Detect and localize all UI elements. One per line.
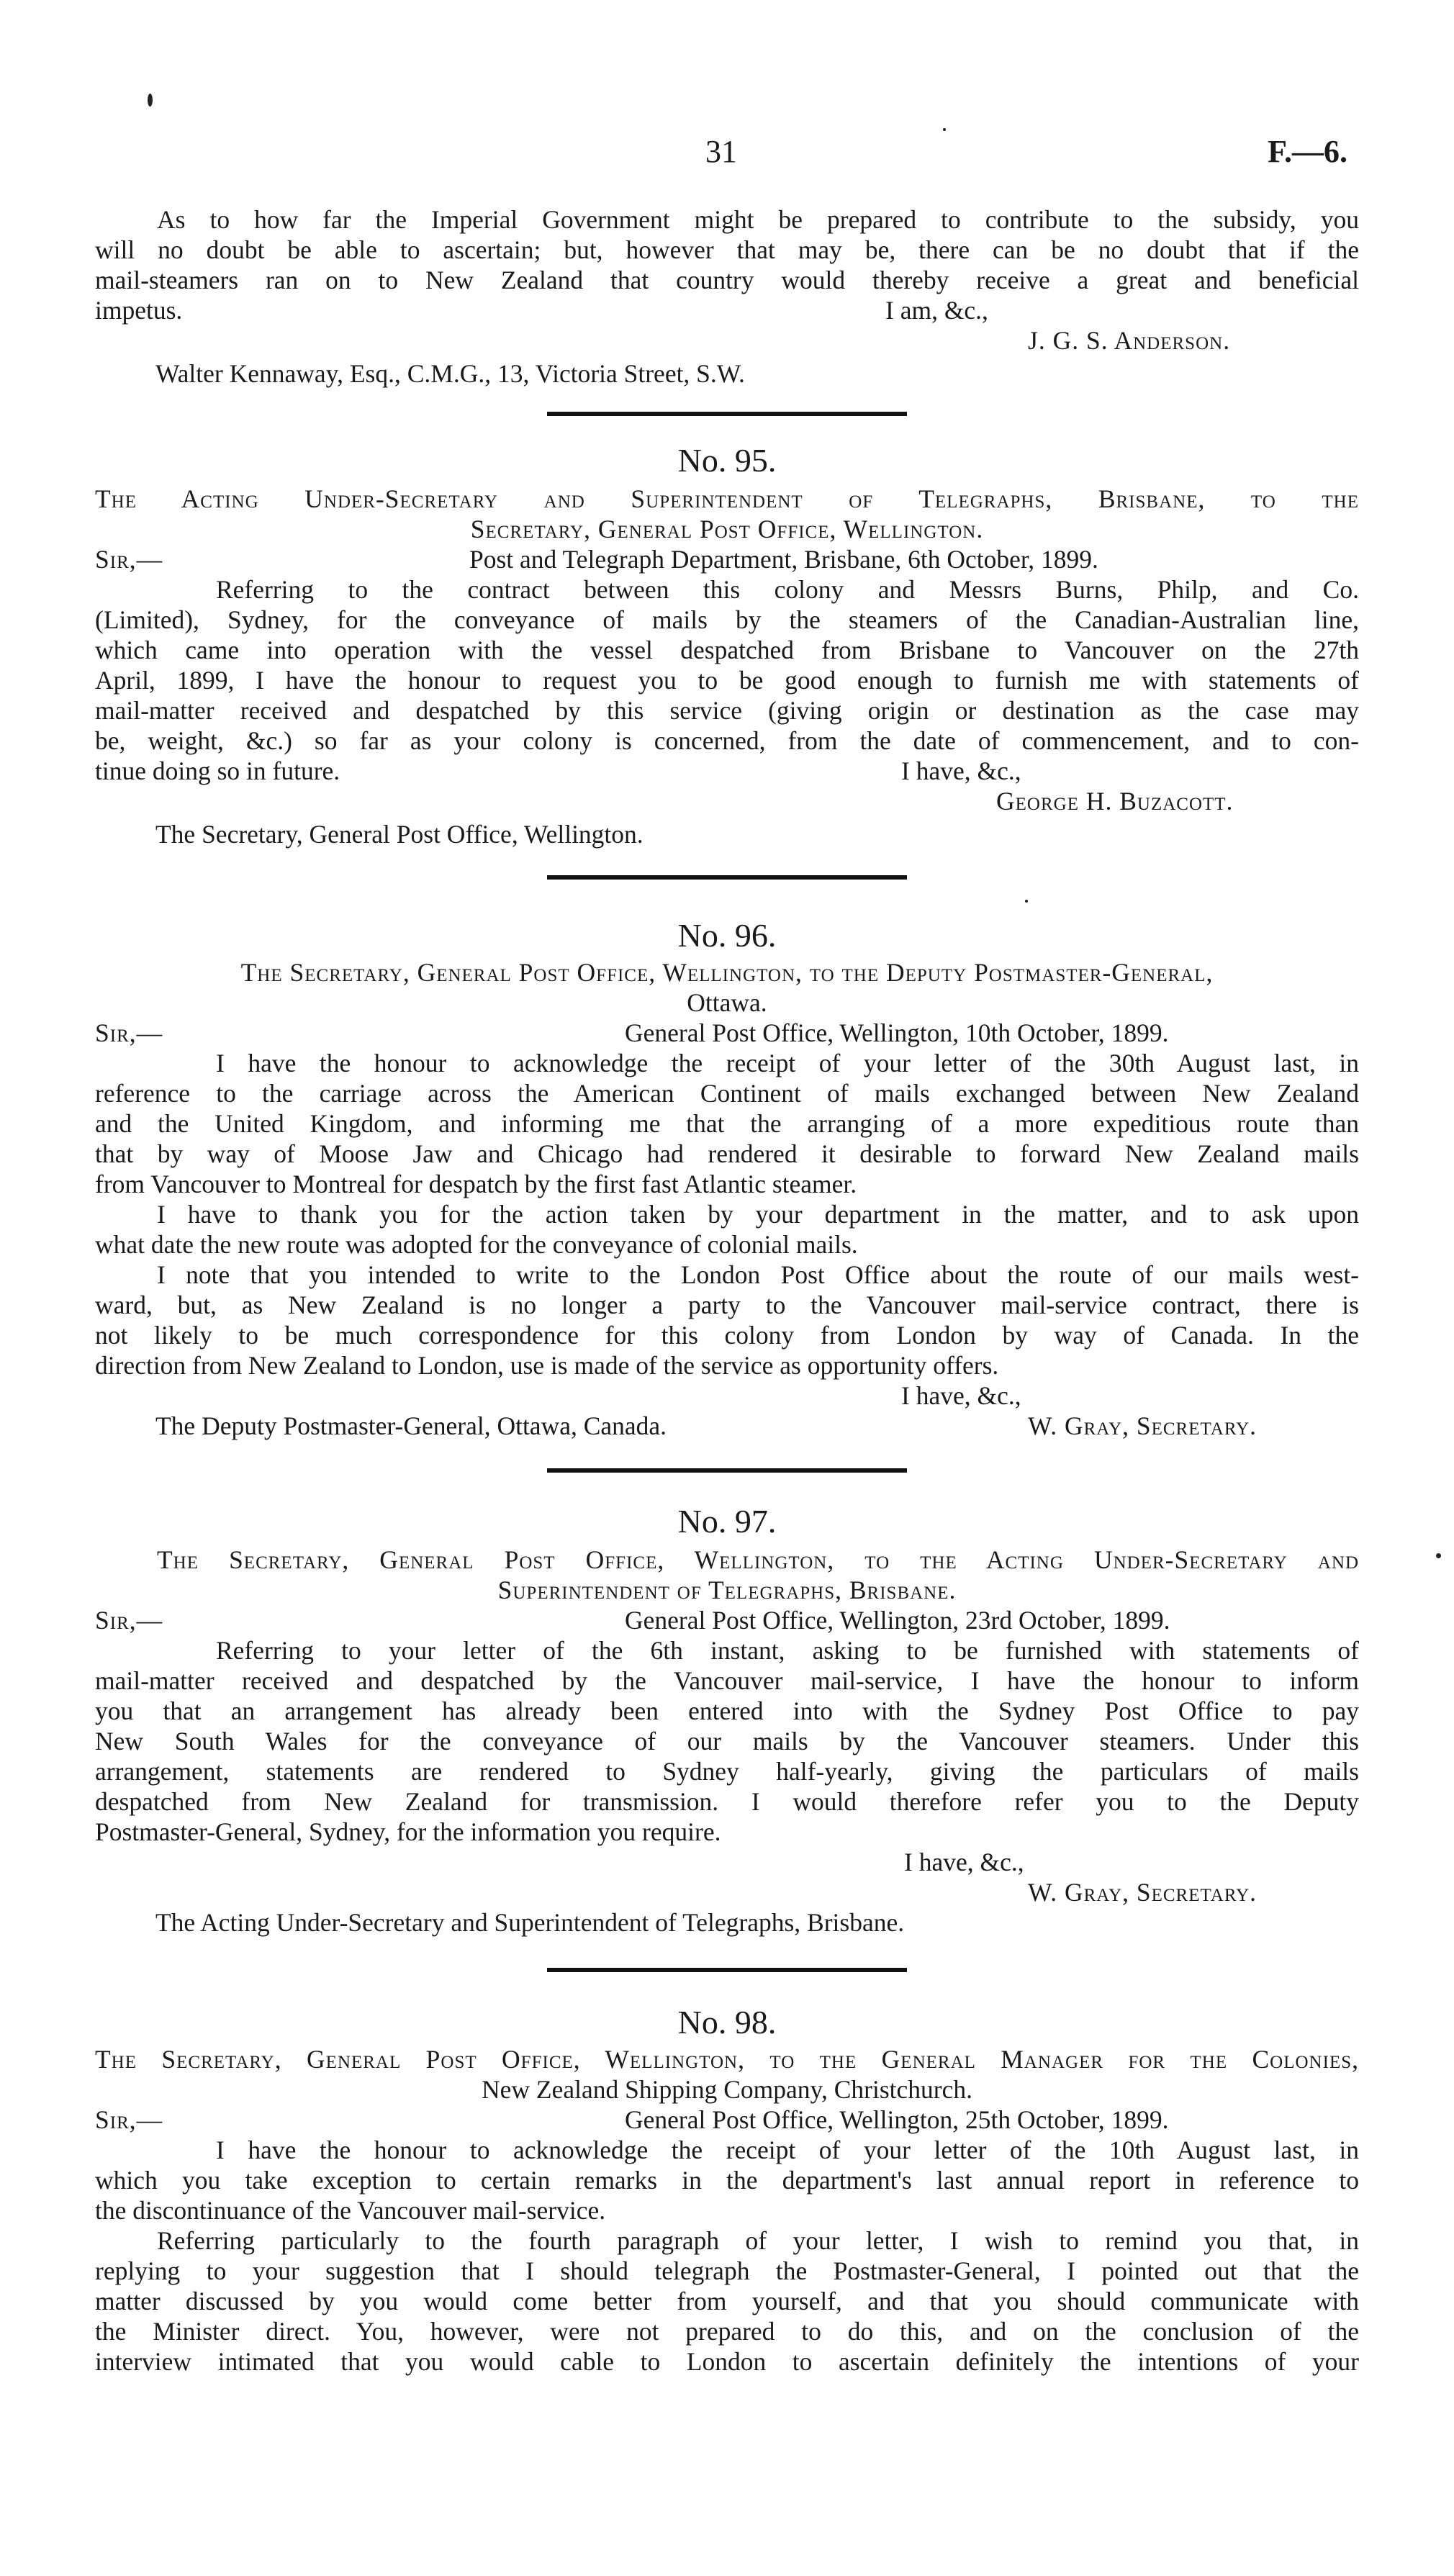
text-line: ward, but, as New Zealand is no longer a party to the Vancouver mail-service contract, there is: [95, 1291, 1359, 1319]
salutation: Sir,—: [95, 1018, 163, 1047]
text-line: (Limited), Sydney, for the conveyance of mails by the steamers of the Canadian-Australian line,: [95, 605, 1359, 634]
report-code: F.—6.: [1268, 134, 1347, 169]
salutation: Sir,—: [95, 545, 163, 574]
dateline: General Post Office, Wellington, 25th October, 1899.: [625, 2105, 1169, 2134]
text-line: arrangement, statements are rendered to Sydney half-yearly, giving the particulars of mails: [95, 1757, 1359, 1786]
salutation: Sir,—: [95, 1606, 163, 1635]
text-line: matter discussed by you would come better from yourself, and that you should communicate with: [95, 2287, 1359, 2315]
addressee: The Deputy Postmaster-General, Ottawa, Canada.: [155, 1411, 667, 1440]
text-line: replying to your suggestion that I should telegraph the Postmaster-General, I pointed out that the: [95, 2256, 1359, 2285]
dateline: General Post Office, Wellington, 23rd October, 1899.: [625, 1606, 1170, 1635]
text-line: As to how far the Imperial Government might be prepared to contribute to the subsidy, you: [157, 205, 1359, 234]
text-line: mail-matter received and despatched by this service (giving origin or destination as the case may: [95, 696, 1359, 725]
text-line: will no doubt be able to ascertain; but, however that may be, there can be no doubt that if the: [95, 235, 1359, 264]
letter-97: [95, 1545, 1359, 1938]
addressee: The Acting Under-Secretary and Superintendent of Telegraphs, Brisbane.: [155, 1908, 905, 1937]
letter-heading: The Secretary, General Post Office, Wellington, to the Deputy Postmaster-General,: [240, 958, 1214, 987]
text-line: not likely to be much correspondence for this colony from London by way of Canada. In the: [95, 1321, 1359, 1350]
text-line: which came into operation with the vessel despatched from Brisbane to Vancouver on the 27th: [95, 636, 1359, 664]
addressee: Walter Kennaway, Esq., C.M.G., 13, Victoria Street, S.W.: [155, 359, 745, 388]
text-line: despatched from New Zealand for transmission. I would therefore refer you to the Deputy: [95, 1787, 1359, 1816]
section-divider: [547, 1468, 907, 1473]
text-line: be, weight, &c.) so far as your colony is concerned, from the date of commencement, and to con-: [95, 726, 1359, 755]
text-line: which you take exception to certain remarks in the department's last annual report in reference to: [95, 2166, 1359, 2195]
section-divider: [547, 412, 907, 416]
signature: W. Gray, Secretary.: [1028, 1411, 1257, 1440]
letter-heading: Superintendent of Telegraphs, Brisbane.: [497, 1576, 957, 1604]
letter-heading: Ottawa.: [687, 988, 767, 1017]
letter-number: No. 97.: [677, 1503, 777, 1540]
letter-number: No. 95.: [677, 442, 777, 479]
text-line: the Minister direct. You, however, were not prepared to do this, and on the conclusion of the: [95, 2317, 1359, 2346]
text-line: the discontinuance of the Vancouver mail-service.: [95, 2196, 606, 2225]
addressee: The Secretary, General Post Office, Wellington.: [155, 820, 644, 849]
scan-speck: [148, 94, 153, 107]
text-line: Postmaster-General, Sydney, for the information you require.: [95, 1817, 721, 1846]
scan-speck: [943, 128, 946, 131]
salutation: Sir,—: [95, 2105, 163, 2134]
text-line: reference to the carriage across the American Continent of mails exchanged between New Zealand: [95, 1079, 1359, 1108]
text-line: mail-matter received and despatched by the Vancouver mail-service, I have the honour to inform: [95, 1666, 1359, 1695]
signature: W. Gray, Secretary.: [1028, 1878, 1257, 1907]
letter-96: [95, 957, 1359, 1441]
text-line: you that an arrangement has already been entered into with the Sydney Post Office to pay: [95, 1696, 1359, 1725]
letter-heading: The Secretary, General Post Office, Wellington, to the Acting Under-Secretary and: [157, 1545, 1359, 1574]
text-line: I have the honour to acknowledge the receipt of your letter of the 10th August last, in: [216, 2136, 1359, 2164]
signature: George H. Buzacott.: [996, 787, 1234, 815]
closing-formula: I have, &c.,: [901, 756, 1021, 785]
text-line: direction from New Zealand to London, use is made of the service as opportunity offers.: [95, 1351, 999, 1380]
closing-formula: I have, &c.,: [901, 1381, 1021, 1410]
text-line: what date the new route was adopted for the conveyance of colonial mails.: [95, 1230, 858, 1259]
text-line: April, 1899, I have the honour to request you to be good enough to furnish me with statements of: [95, 666, 1359, 695]
signature: J. G. S. Anderson.: [1028, 326, 1231, 355]
letter-heading: New Zealand Shipping Company, Christchurch.: [482, 2075, 972, 2104]
dateline: Post and Telegraph Department, Brisbane, 6th October, 1899.: [469, 545, 1098, 574]
letter-98: [95, 2044, 1359, 2377]
text-line: and the United Kingdom, and informing me that the arranging of a more expeditious route than: [95, 1109, 1359, 1138]
closing-formula: I have, &c.,: [904, 1848, 1024, 1876]
section-divider: [547, 875, 907, 880]
section-divider: [547, 1968, 907, 1972]
text-line: I have to thank you for the action taken by your department in the matter, and to ask upon: [157, 1200, 1359, 1229]
text-line: mail-steamers ran on to New Zealand that country would thereby receive a great and beneficial: [95, 266, 1359, 294]
text-line: Referring particularly to the fourth paragraph of your letter, I wish to remind you that, in: [157, 2226, 1359, 2255]
letter-number: No. 98.: [677, 2004, 777, 2041]
text-line: interview intimated that you would cable to London to ascertain definitely the intentions of your: [95, 2347, 1359, 2376]
text-line: tinue doing so in future.: [95, 756, 340, 785]
scan-speck: [1436, 1553, 1441, 1558]
dateline: General Post Office, Wellington, 10th October, 1899.: [625, 1018, 1169, 1047]
closing-formula: I am, &c.,: [885, 296, 988, 325]
page-number: 31: [705, 134, 737, 169]
letter-number: No. 96.: [677, 917, 777, 954]
text-line: Referring to the contract between this colony and Messrs Burns, Philp, and Co.: [216, 575, 1359, 604]
text-line: from Vancouver to Montreal for despatch by the first fast Atlantic steamer.: [95, 1170, 857, 1198]
scan-speck: [1025, 900, 1028, 903]
intro-letter-end: [95, 204, 1359, 389]
letter-95: [95, 484, 1359, 849]
text-line: Referring to your letter of the 6th instant, asking to be furnished with statements of: [216, 1636, 1359, 1665]
text-line: impetus.: [95, 296, 183, 325]
letter-heading: The Secretary, General Post Office, Wellington, to the General Manager for the Colonies,: [95, 2045, 1359, 2074]
letter-heading: Secretary, General Post Office, Wellington.: [470, 515, 984, 543]
text-line: I note that you intended to write to the London Post Office about the route of our mails west-: [157, 1260, 1359, 1289]
letter-heading: The Acting Under-Secretary and Superintendent of Telegraphs, Brisbane, to the: [95, 484, 1359, 513]
text-line: I have the honour to acknowledge the receipt of your letter of the 30th August last, in: [216, 1049, 1359, 1077]
text-line: that by way of Moose Jaw and Chicago had rendered it desirable to forward New Zealand mails: [95, 1139, 1359, 1168]
text-line: New South Wales for the conveyance of our mails by the Vancouver steamers. Under this: [95, 1727, 1359, 1755]
